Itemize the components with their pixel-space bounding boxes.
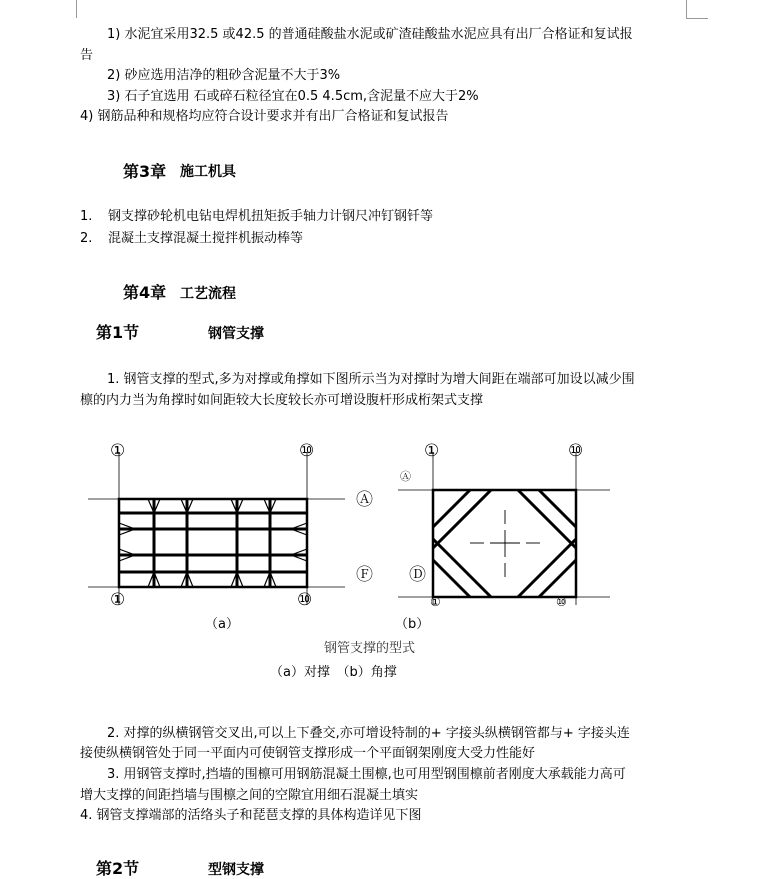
diagram-a-col-end-bottom: ⑩ — [297, 590, 313, 610]
diagram-b-col-start-bottom: ① — [430, 595, 441, 609]
material-item-1-cont: 告 — [80, 48, 94, 63]
figure-caption: 钢管支撑的型式 — [324, 641, 416, 656]
tool-item-1-num: 1. — [80, 209, 93, 224]
section-1-title: 钢管支撑 — [208, 326, 264, 342]
diagram-a-row-top: Ⓐ — [356, 490, 373, 510]
diagram-b-col-end-bottom: ⑩ — [556, 595, 567, 609]
para-3: 3. 用钢管支撑时,挡墙的围檩可用钢筋混凝土围檩,也可用型钢围檩前者刚度大承载能力高可 — [107, 767, 626, 782]
section-1-number: 第1节 — [96, 323, 140, 342]
diagram-a — [88, 452, 345, 605]
tool-item-2-num: 2. — [80, 231, 93, 246]
material-item-3: 3) 石子宜选用 石或碎石粒径宜在0.5 4.5cm,含泥量不应大于2% — [107, 89, 479, 104]
diagram-a-col-start: ① — [110, 441, 126, 461]
para-3-cont: 增大支撑的间距挡墙与围檩之间的空隙宜用细石混凝土填实 — [80, 788, 419, 803]
material-item-1: 1) 水泥宜采用32.5 或42.5 的普通硅酸盐水泥或矿渣硅酸盐水泥应具有出厂合格证和复试报 — [107, 27, 633, 42]
diagram-b — [398, 452, 610, 605]
chapter-3-title: 施工机具 — [180, 164, 236, 180]
para-4: 4. 钢管支撑端部的活络头子和琵琶支撑的具体构造详见下图 — [80, 808, 422, 823]
tool-item-1-text: 钢支撑砂轮机电钻电焊机扭矩扳手轴力计钢尺冲钉钢钎等 — [108, 209, 434, 224]
section-1-para-1-cont: 檩的内力当为角撑时如间距较大长度较长亦可增设腹杆形成桁架式支撑 — [80, 393, 484, 408]
chapter-4-title: 工艺流程 — [180, 286, 236, 302]
chapter-4-number: 第4章 — [123, 283, 167, 302]
diagram-b-row-bottom: Ⓓ — [409, 565, 426, 585]
tool-item-2-text: 混凝土支撑混凝土搅拌机振动棒等 — [108, 231, 304, 246]
corner-mark-left — [76, 0, 77, 18]
para-2: 2. 对撑的纵横钢管交叉出,可以上下叠交,亦可增设特制的+ 字接头纵横钢管都与+ 字接头连 — [107, 726, 630, 741]
para-2-cont: 接使纵横钢管处于同一平面内可使钢管支撑形成一个平面钢架刚度大受力性能好 — [80, 746, 536, 761]
chapter-3-number: 第3章 — [123, 162, 167, 181]
diagram-b-sub-label: （b） — [395, 617, 430, 630]
diagram-a-sub-label: （a） — [205, 617, 239, 630]
diagram-a-row-bottom: Ⓕ — [356, 565, 373, 585]
diagram-a-col-start-bottom: ① — [110, 590, 126, 610]
section-1-para-1: 1. 钢管支撑的型式,多为对撑或角撑如下图所示当为对撑时为增大间距在端部可加设以减少围 — [107, 372, 635, 387]
figure-legend: （a）对撑 （b）角撑 — [270, 665, 397, 680]
material-item-4: 4) 钢筋品种和规格均应符合设计要求并有出厂合格证和复试报告 — [80, 109, 449, 124]
diagram-b-col-start: ① — [424, 441, 440, 461]
diagram-b-row-top: Ⓐ — [400, 470, 411, 483]
section-2-title: 型钢支撑 — [208, 862, 264, 878]
material-item-2: 2) 砂应选用洁净的粗砂含泥量不大于3% — [107, 68, 341, 83]
diagram-a-col-end: ⑩ — [299, 441, 315, 461]
corner-mark-right-h — [686, 18, 708, 19]
corner-mark-right — [686, 0, 687, 18]
section-2-number: 第2节 — [96, 859, 140, 878]
bracing-figure — [0, 430, 780, 630]
diagram-b-col-end: ⑩ — [568, 441, 584, 461]
